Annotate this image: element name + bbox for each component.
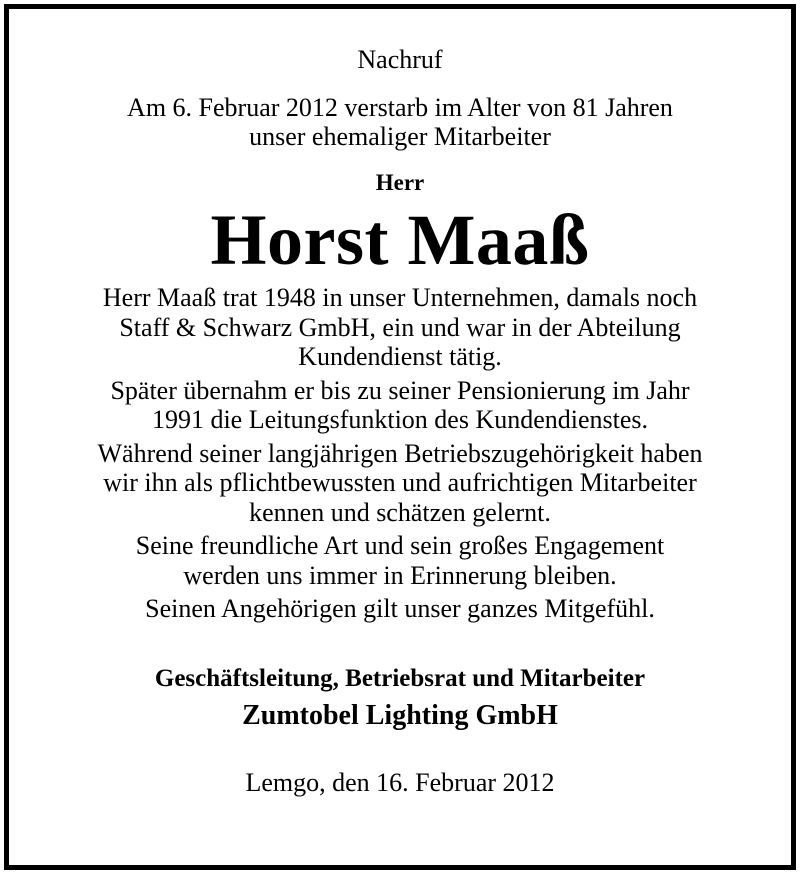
notice-title — [9, 45, 791, 75]
body-line: Seinen Angehörigen gilt unser ganzes Mitgefühl. — [145, 594, 655, 623]
company-name-text: Zumtobel Lighting GmbH — [242, 699, 558, 731]
intro-line: unser ehemaliger Mitarbeiter — [249, 122, 551, 151]
body-line: 1991 die Leitungsfunktion des Kundendienstes. — [151, 405, 649, 434]
obituary-content — [9, 9, 791, 798]
obituary-frame — [4, 4, 796, 870]
body-line: werden uns immer in Erinnerung bleiben. — [183, 560, 617, 590]
obituary-body — [9, 283, 791, 624]
signature-line: Geschäftsleitung, Betriebsrat und Mitarbeiter — [154, 664, 646, 692]
body-paragraph — [9, 439, 791, 528]
deceased-name — [9, 199, 791, 281]
body-line: Seine freundliche Art und sein großes Engagement — [135, 531, 665, 560]
place-date-text: Lemgo, den 16. Februar 2012 — [245, 767, 555, 797]
body-line: Herr Maaß trat 1948 in unser Unternehmen, damals noch — [102, 283, 698, 312]
body-paragraph — [9, 283, 791, 372]
notice-title-text: Nachruf — [357, 45, 443, 74]
deceased-name-text: Horst Maaß — [210, 200, 590, 280]
intro-line: Am 6. Februar 2012 verstarb im Alter von 81 Jahren — [127, 93, 673, 122]
company-name — [9, 700, 791, 732]
intro-text — [9, 93, 791, 151]
body-line: wir ihn als pflichtbewussten und aufrichtigen Mitarbeiter — [103, 468, 697, 497]
body-paragraph — [9, 531, 791, 590]
body-paragraph — [9, 594, 791, 624]
salutation — [9, 169, 791, 197]
place-date — [9, 768, 791, 798]
body-line: Während seiner langjährigen Betriebszugehörigkeit haben — [97, 438, 703, 468]
body-line: Kundendienst tätig. — [298, 342, 502, 371]
body-line: kennen und schätzen gelernt. — [249, 497, 551, 527]
signature-group — [9, 664, 791, 694]
body-line: Staff & Schwarz GmbH, ein und war in der Abteilung — [119, 312, 681, 342]
body-line: Später übernahm er bis zu seiner Pensionierung im Jahr — [110, 375, 690, 405]
body-paragraph — [9, 376, 791, 435]
salutation-text: Herr — [375, 170, 425, 195]
